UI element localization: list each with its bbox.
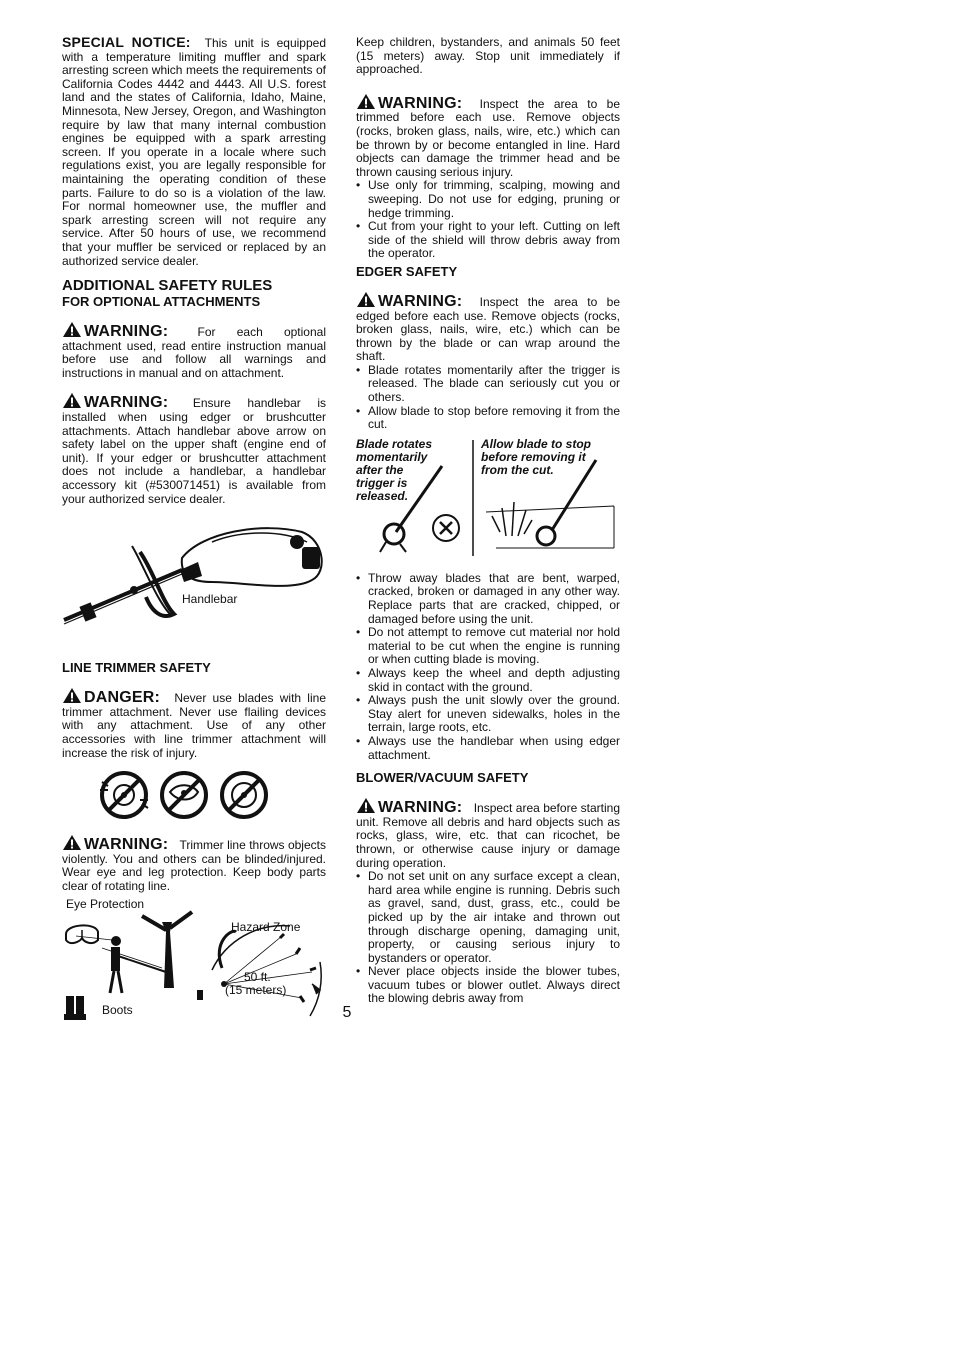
no-flail-icon <box>162 773 206 817</box>
warning-text: Inspect the area to be trimmed before each use. Remove objects (rocks, broken glass, nails, wire, etc.) which can be thrown by or become entangled in line. Hard objects can damage the trimmer head and be thrown causing serious injury. <box>356 96 620 179</box>
warning-triangle-icon <box>62 834 82 851</box>
eye-protection-icon <box>66 925 98 943</box>
distance-meters-label: (15 meters) <box>225 982 287 997</box>
boots-label: Boots <box>102 1002 133 1017</box>
list-item: • Cut from your right to your left. Cutting on left side of the shield will throw debris away from the operator. <box>356 220 620 261</box>
warning-label: WARNING: <box>378 292 463 310</box>
list-item: • Never place objects inside the blower tubes, vacuum tubes or blower outlet. Always direct the blowing debris away from <box>356 965 620 1006</box>
trim-area-warning <box>356 93 620 180</box>
blade-rotates-caption <box>356 438 432 503</box>
left-column <box>62 36 326 1028</box>
blower-safety-title: BLOWER/VACUUM SAFETY <box>356 770 529 786</box>
list-item: • Allow blade to stop before removing it from the cut. <box>356 405 620 432</box>
list-item: • Always keep the wheel and depth adjusting skid in contact with the ground. <box>356 667 620 694</box>
trimmer-line-warning <box>62 834 326 893</box>
bystander-notice: Keep children, bystanders, and animals 50 feet (15 meters) away. Stop unit immediately if approached. <box>356 35 620 77</box>
list-item: • Blade rotates momentarily after the trigger is released. The blade can seriously cut you or others. <box>356 364 620 405</box>
warning-text: Trimmer line throws objects violently. You and others can be blinded/injured. Wear eye and leg protection. Keep body parts clear of rotating line. <box>62 838 326 893</box>
caption-line: trigger is <box>356 475 408 490</box>
warning-triangle-icon <box>356 291 376 308</box>
caption-line: momentarily <box>356 449 428 464</box>
danger-label: DANGER: <box>84 689 161 707</box>
blower-warning <box>356 797 620 870</box>
line-trimmer-title: LINE TRIMMER SAFETY <box>62 660 211 676</box>
list-item: • Do not attempt to remove cut material nor hold material to be cut when the engine is running or when cutting blade is moving. <box>356 626 620 667</box>
warning-label: WARNING: <box>84 836 169 854</box>
warning-triangle-icon <box>62 392 82 409</box>
warning-triangle-icon <box>356 93 376 110</box>
special-notice-text: This unit is equipped with a temperature limiting muffler and spark arresting screen which meets the requirements of California Codes 4442 and 4443. All U.S. forest land and the states of California, Idaho, Maine, Minnesota, New Jersey, Oregon, and Washington require by law that many internal combustion engines be equipped with a spark arresting screen. If you operate in a locale where such regulations exist, you are legally responsible for maintaining the operating condition of these parts. Failure to do so is a violation of the law. For normal homeowner use, the muffler and spark arresting screen will not require any service. After 50 hours of use, we recommend that your muffler be serviced or replaced by an authorized service dealer. <box>62 36 326 268</box>
danger-notice <box>62 687 326 760</box>
caption-line: before removing it <box>481 449 586 464</box>
operator-figure <box>110 936 166 993</box>
caption-line: Allow blade to stop <box>481 436 591 451</box>
edger-safety-title: EDGER SAFETY <box>356 263 458 279</box>
page-number: 5 <box>342 1004 352 1021</box>
hazard-zone-figure <box>62 898 326 1028</box>
danger-text: Never use blades with line trimmer attachment. Never use flailing devices with any attachment. Use of any other accessories with line trimmer attachment will increase the risk of injury. <box>62 691 326 760</box>
warning-text: Inspect area before starting unit. Remove all debris and hard objects such as rocks, glass, wire, etc. that can ricochet, be thrown, or otherwise cause injury or damage during operation. <box>356 801 620 870</box>
caption-line: Blade rotates <box>356 436 433 451</box>
list-item: • Throw away blades that are bent, warped, cracked, broken or damaged in any other way. Replace parts that are cracked, chipped, or damaged before using the unit. <box>356 572 620 626</box>
handlebar-figure <box>62 512 326 652</box>
warning-text: Ensure handlebar is installed when using edger or brushcutter attachments. Attach handlebar above arrow on safety label on the upper shaft (engine end of unit). If your edger or brushcutter attachment does not include a handlebar, a handlebar accessory kit (#530071451) is available from your authorized service dealer. <box>62 396 326 506</box>
no-accessory-icon <box>222 773 266 817</box>
trimmer-handlebar-drawing <box>62 512 326 652</box>
list-item: • Do not set unit on any surface except a clean, hard area while engine is running. Debris such as gravel, sand, dust, grass, etc., could be picked up by the air intake and thrown out through discharge opening, damaging unit, property, or causing serious injury to bystanders or operator. <box>356 870 620 965</box>
prohibited-attachments-figure <box>62 768 326 822</box>
handlebar-warning <box>62 392 326 506</box>
additional-rules-title: ADDITIONAL SAFETY RULES <box>62 277 273 295</box>
warning-label: WARNING: <box>84 394 169 412</box>
edger-bullets-2 <box>356 572 620 762</box>
caption-line: after the <box>356 462 404 477</box>
warning-text: Inspect the area to be edged before each use. Remove objects (rocks, broken glass, nails, wire, etc.) which can be thrown by the blade or can wrap around the shaft. <box>356 294 620 364</box>
edger-bullets-1 <box>356 364 620 432</box>
distance-label: 50 ft. <box>244 969 271 984</box>
tree-figure <box>142 912 192 988</box>
additional-rules-subtitle: FOR OPTIONAL ATTACHMENTS <box>62 294 261 310</box>
attachment-warning <box>62 321 326 380</box>
warning-label: WARNING: <box>84 323 169 341</box>
blower-bullets <box>356 870 620 1006</box>
right-column <box>356 36 620 1006</box>
warning-triangle-icon <box>62 687 82 704</box>
special-notice <box>62 36 326 268</box>
allow-blade-caption <box>481 438 591 477</box>
hazard-zone-label: Hazard Zone <box>231 919 301 934</box>
trim-bullets <box>356 179 620 261</box>
warning-triangle-icon <box>356 797 376 814</box>
edger-figure <box>356 436 620 560</box>
no-blade-icon <box>100 773 148 817</box>
list-item: • Use only for trimming, scalping, mowing and sweeping. Do not use for edging, pruning or hedge trimming. <box>356 179 620 220</box>
handlebar-caption: Handlebar <box>182 592 238 607</box>
caption-line: released. <box>356 488 409 503</box>
warning-label: WARNING: <box>378 94 463 112</box>
warning-label: WARNING: <box>378 799 463 817</box>
warning-text: For each optional attachment used, read entire instruction manual before use and follow all warnings and instructions in manual and on attachment. <box>62 325 326 380</box>
eye-protection-label: Eye Protection <box>66 896 145 911</box>
caption-line: from the cut. <box>481 462 554 477</box>
warning-triangle-icon <box>62 321 82 338</box>
list-item: • Always use the handlebar when using edger attachment. <box>356 735 620 762</box>
special-notice-label: SPECIAL NOTICE: <box>62 34 191 50</box>
list-item: • Always push the unit slowly over the ground. Stay alert for uneven sidewalks, holes in the terrain, large roots, etc. <box>356 694 620 735</box>
edger-warning <box>356 291 620 364</box>
boots-icon <box>64 996 86 1020</box>
